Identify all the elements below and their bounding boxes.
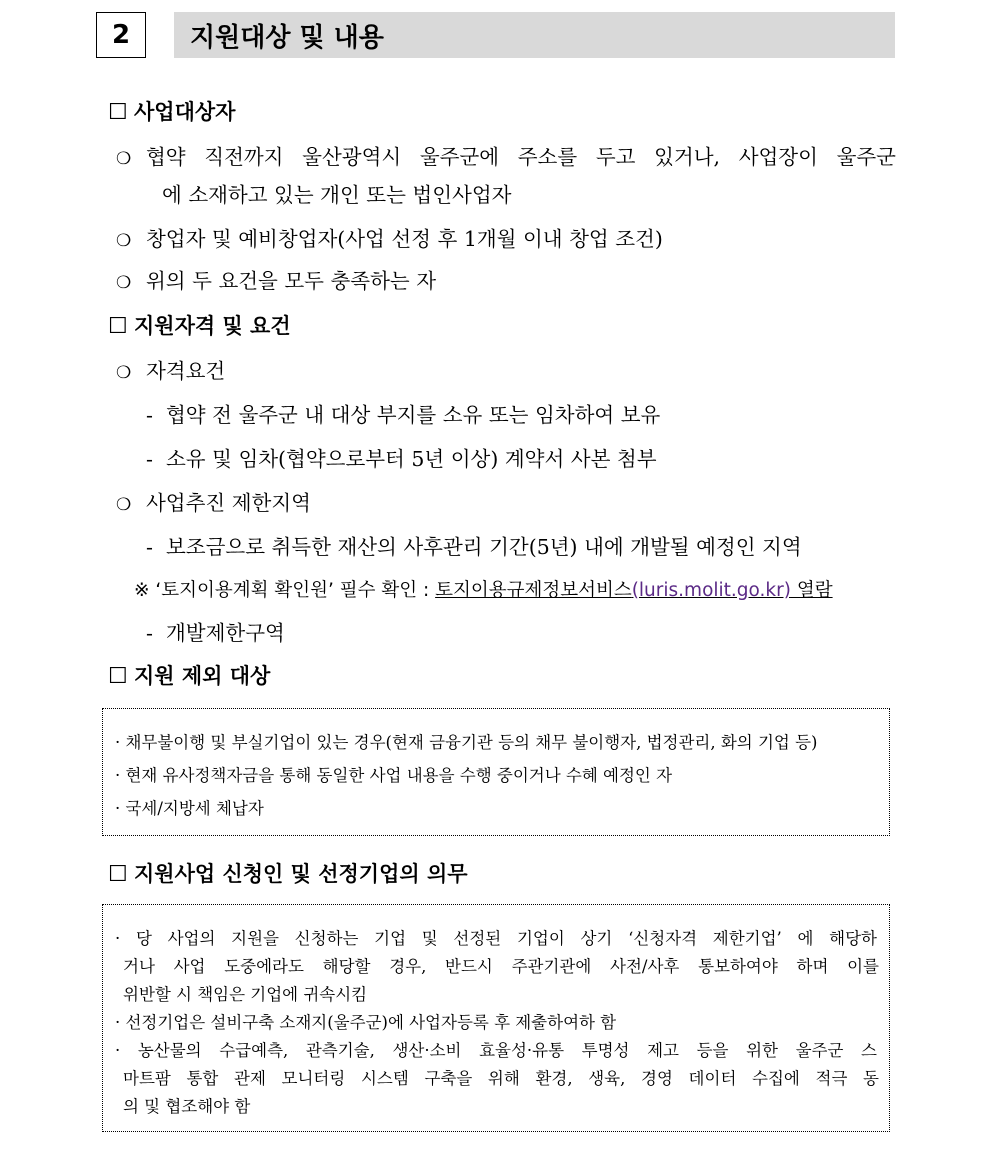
target-item-1-text-1: 협약 직전까지 울산광역시 울주군에 주소를 두고 있거나, 사업장이 울주군 [146,145,896,169]
circle-bullet-icon: ❍ [116,495,132,515]
checkbox-square-icon: ☐ [108,314,128,339]
obligation-line-3: 위반할 시 책임은 기업에 귀속시킴 [123,985,368,1004]
obligation-line-4: · 선정기업은 설비구축 소재지(울주군)에 사업자등록 후 제출하여하 함 [115,1013,617,1032]
checkbox-square-icon: ☐ [108,100,128,125]
dash-marker: - [146,535,153,559]
target-item-1-line-1 [116,140,896,170]
section-number: 2 [96,12,146,58]
exclusion-item-3: · 국세/지방세 체납자 [115,799,264,818]
target-item-3 [116,264,436,294]
target-item-3-text: 위의 두 요건을 모두 충족하는 자 [146,269,437,293]
qualification-sub-1-item-2-text: 소유 및 임차(협약으로부터 5년 이상) 계약서 사본 첨부 [166,447,657,471]
obligation-line-7: 의 및 협조해야 함 [123,1097,251,1116]
target-item-2 [116,222,663,252]
obligation-heading [108,858,468,888]
qualification-sub-1-item-1-text: 협약 전 울주군 내 대상 부지를 소유 또는 임차하여 보유 [166,403,661,427]
circle-bullet-icon: ❍ [116,273,132,293]
exclusion-heading-text: 지원 제외 대상 [134,663,271,688]
qualification-heading [108,310,291,340]
exclusion-item-1: · 채무불이행 및 부실기업이 있는 경우(현재 금융기관 등의 채무 불이행자, 법정관리, 화의 기업 등) [115,733,818,752]
land-use-note-prefix: ※ ‘토지이용계획 확인원’ 필수 확인 : [134,580,436,601]
exclusion-box [102,708,890,836]
luris-link-url[interactable]: (luris.molit.go.kr) [631,580,791,601]
circle-bullet-icon: ❍ [116,363,132,383]
qualification-sub-1 [116,354,225,384]
target-item-1-line-2: 에 소재하고 있는 개인 또는 법인사업자 [162,183,512,207]
obligation-line-2: 거나 사업 도중에라도 해당할 경우, 반드시 주관기관에 사전/사후 통보하여야 하며 이를 [123,957,879,976]
obligation-line-5: · 농산물의 수급예측, 관측기술, 생산·소비 효율성·유통 투명성 제고 등을 위한 울주군 스 [115,1041,878,1060]
land-use-note [134,576,833,602]
dash-marker: - [146,621,153,645]
qualification-sub-2-title: 사업추진 제한지역 [146,491,311,515]
checkbox-square-icon: ☐ [108,664,128,689]
section-title-text: 지원대상 및 내용 [190,22,384,53]
qualification-sub-1-item-2 [146,442,657,472]
exclusion-item-2: · 현재 유사정책자금을 통해 동일한 사업 내용을 수행 중이거나 수혜 예정인 자 [115,766,673,785]
dash-marker: - [146,403,153,427]
obligation-box [102,904,890,1132]
luris-link-text[interactable]: 토지이용규제정보서비스 [435,580,632,601]
qualification-sub-1-title: 자격요건 [146,359,226,383]
qualification-heading-text: 지원자격 및 요건 [134,313,291,338]
checkbox-square-icon: ☐ [108,862,128,887]
section-title [174,12,895,58]
obligation-line-1: · 당 사업의 지원을 신청하는 기업 및 선정된 기업이 상기 ‘신청자격 제한기업’ 에 해당하 [115,929,877,948]
luris-link[interactable] [435,580,832,601]
qualification-sub-1-item-1 [146,398,660,428]
exclusion-heading [108,660,270,690]
obligation-line-6: 마트팜 통합 관제 모니터링 시스템 구축을 위해 환경, 생육, 경영 데이터 수집에 적극 동 [123,1069,879,1088]
target-item-2-text: 창업자 및 예비창업자(사업 선정 후 1개월 이내 창업 조건) [146,227,663,251]
dash-marker: - [146,447,153,471]
circle-bullet-icon: ❍ [116,231,132,251]
luris-link-suffix[interactable]: 열람 [790,580,833,601]
qualification-sub-2-item-1 [146,530,802,560]
circle-bullet-icon: ❍ [116,149,132,169]
qualification-sub-2-item-1-text: 보조금으로 취득한 재산의 사후관리 기간(5년) 내에 개발될 예정인 지역 [166,535,802,559]
target-heading-text: 사업대상자 [134,99,236,124]
qualification-sub-2-item-2-text: 개발제한구역 [166,621,285,645]
obligation-heading-text: 지원사업 신청인 및 선정기업의 의무 [134,861,468,886]
qualification-sub-2-item-2 [146,616,285,646]
target-heading [108,96,235,126]
qualification-sub-2 [116,486,311,516]
